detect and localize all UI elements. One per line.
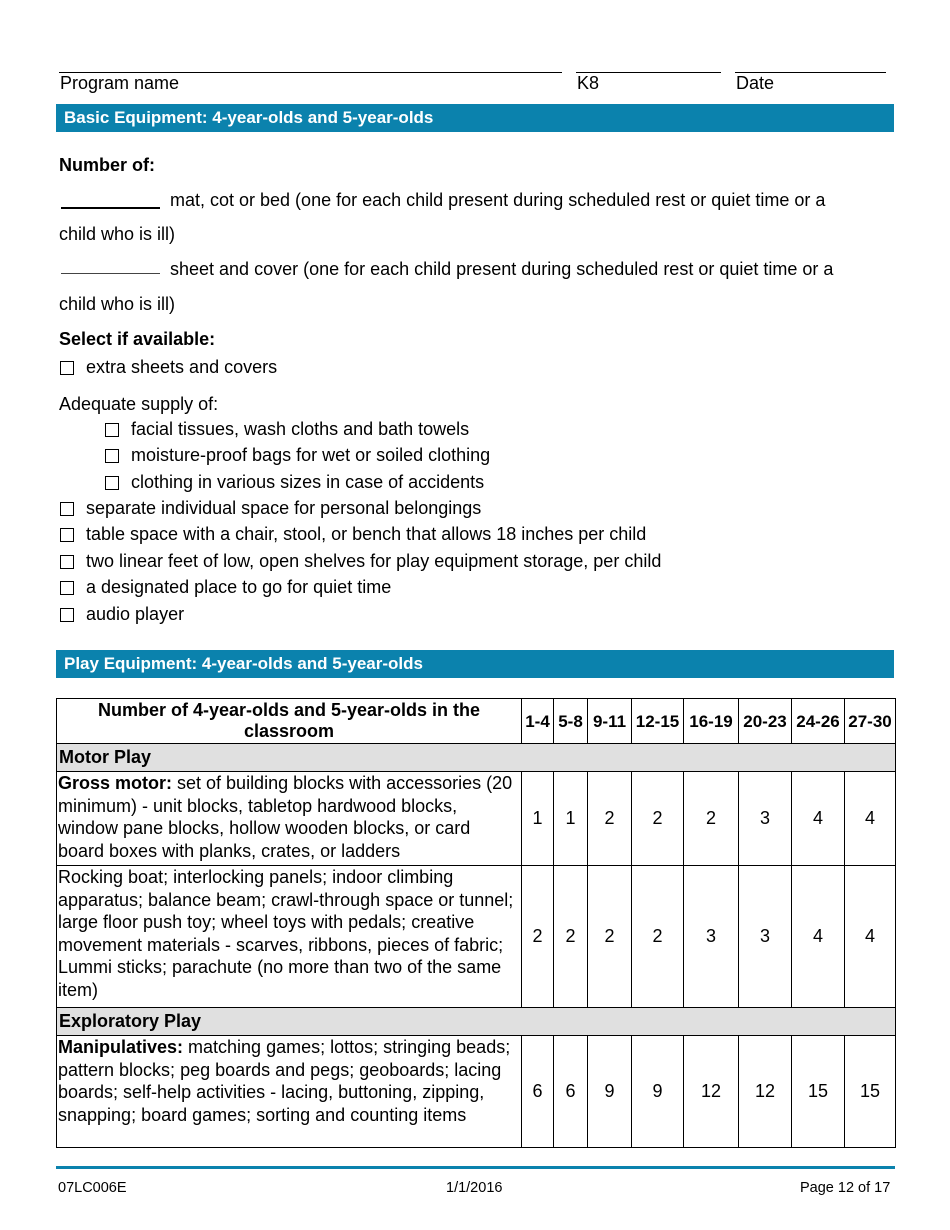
row-description bbox=[57, 772, 522, 866]
option-label: two linear feet of low, open shelves for play equipment storage, per child bbox=[86, 551, 662, 571]
supply-option-tissues[interactable] bbox=[105, 419, 469, 440]
row-value: 4 bbox=[792, 772, 845, 866]
checkbox[interactable] bbox=[60, 608, 74, 622]
row-value: 6 bbox=[522, 1036, 554, 1148]
checkbox[interactable] bbox=[60, 555, 74, 569]
option-shelves[interactable] bbox=[60, 551, 661, 572]
row-value: 15 bbox=[792, 1036, 845, 1148]
row-value: 4 bbox=[845, 772, 896, 866]
row-value: 3 bbox=[684, 866, 739, 1008]
row-value: 9 bbox=[632, 1036, 684, 1148]
row-value: 2 bbox=[632, 772, 684, 866]
supply-option-clothing[interactable] bbox=[105, 472, 484, 493]
option-label: extra sheets and covers bbox=[86, 357, 278, 377]
row-value: 2 bbox=[588, 772, 632, 866]
row-value: 3 bbox=[739, 772, 792, 866]
checkbox[interactable] bbox=[60, 361, 74, 375]
section-motor-play: Motor Play bbox=[57, 744, 896, 772]
row-description: Rocking boat; interlocking panels; indoor climbing apparatus; balance beam; crawl-through space or tunnel; large floor push toy; wheel toys with pedals; creative movement materials - scarves, ribbons, pieces of fabric; Lummi sticks; parachute (no more than two of the same item) bbox=[57, 866, 522, 1008]
row-label: Manipulatives: bbox=[58, 1037, 184, 1057]
checkbox[interactable] bbox=[105, 423, 119, 437]
mat-item-line1: mat, cot or bed (one for each child present during scheduled rest or quiet time or a bbox=[170, 190, 826, 210]
mat-count-blank[interactable] bbox=[61, 207, 160, 209]
row-value: 4 bbox=[792, 866, 845, 1008]
option-audio-player[interactable] bbox=[60, 604, 184, 625]
sheet-count-blank[interactable] bbox=[61, 273, 160, 274]
play-equipment-table bbox=[56, 698, 896, 1148]
option-quiet-place[interactable] bbox=[60, 577, 391, 598]
checkbox[interactable] bbox=[60, 502, 74, 516]
option-label: a designated place to go for quiet time bbox=[86, 577, 392, 597]
header-range: 16-19 bbox=[684, 699, 739, 744]
header-range: 1-4 bbox=[522, 699, 554, 744]
row-value: 2 bbox=[588, 866, 632, 1008]
row-text: matching games; lottos; stringing beads; pattern blocks; peg boards and pegs; geoboards; lacing boards; self-help activities - lacing, buttoning, zipping, snapping; board games; sorting and counting items bbox=[58, 1037, 511, 1125]
section-exploratory-play: Exploratory Play bbox=[57, 1008, 896, 1036]
checkbox[interactable] bbox=[105, 449, 119, 463]
footer-form-id: 07LC006E bbox=[58, 1180, 127, 1196]
option-table-space[interactable] bbox=[60, 524, 646, 545]
row-value: 9 bbox=[588, 1036, 632, 1148]
row-value: 12 bbox=[684, 1036, 739, 1148]
header-description: Number of 4-year-olds and 5-year-olds in the classroom bbox=[57, 699, 522, 744]
row-value: 15 bbox=[845, 1036, 896, 1148]
number-of-heading: Number of: bbox=[59, 155, 155, 175]
play-equipment-heading: Play Equipment: 4-year-olds and 5-year-olds bbox=[56, 650, 894, 678]
supply-option-bags[interactable] bbox=[105, 445, 490, 466]
mat-item-line2: child who is ill) bbox=[59, 224, 176, 244]
footer-date: 1/1/2016 bbox=[446, 1180, 503, 1196]
header-range: 27-30 bbox=[845, 699, 896, 744]
row-value: 1 bbox=[522, 772, 554, 866]
checkbox[interactable] bbox=[105, 476, 119, 490]
row-value: 2 bbox=[554, 866, 588, 1008]
option-label: clothing in various sizes in case of accidents bbox=[131, 472, 485, 492]
footer-page-number: Page 12 of 17 bbox=[800, 1180, 891, 1196]
row-value: 6 bbox=[554, 1036, 588, 1148]
row-label: Gross motor: bbox=[58, 773, 173, 793]
table-row bbox=[57, 772, 896, 866]
section-row bbox=[57, 744, 896, 772]
table-row bbox=[57, 866, 896, 1008]
extra-sheets-option[interactable] bbox=[60, 357, 277, 378]
header-range: 20-23 bbox=[739, 699, 792, 744]
sheet-item-line2: child who is ill) bbox=[59, 294, 176, 314]
basic-equipment-heading: Basic Equipment: 4-year-olds and 5-year-olds bbox=[56, 104, 894, 132]
header-range: 12-15 bbox=[632, 699, 684, 744]
table-header-row bbox=[57, 699, 896, 744]
row-value: 2 bbox=[684, 772, 739, 866]
row-value: 4 bbox=[845, 866, 896, 1008]
option-label: audio player bbox=[86, 604, 185, 624]
row-value: 2 bbox=[522, 866, 554, 1008]
footer-rule bbox=[56, 1166, 895, 1169]
table-row bbox=[57, 1036, 896, 1148]
row-value: 12 bbox=[739, 1036, 792, 1148]
sheet-item-line1: sheet and cover (one for each child present during scheduled rest or quiet time or a bbox=[170, 259, 834, 279]
row-value: 3 bbox=[739, 866, 792, 1008]
select-if-available-heading: Select if available: bbox=[59, 329, 216, 349]
row-text: set of building blocks with accessories (20 minimum) - unit blocks, tabletop hardwood blocks, window pane blocks, hollow wooden blocks, or card board boxes with planks, crates, or ladders bbox=[58, 773, 513, 861]
option-label: table space with a chair, stool, or bench that allows 18 inches per child bbox=[86, 524, 647, 544]
checkbox[interactable] bbox=[60, 581, 74, 595]
adequate-supply-label: Adequate supply of: bbox=[59, 394, 219, 414]
option-label: separate individual space for personal belongings bbox=[86, 498, 482, 518]
k8-label[interactable]: K8 bbox=[577, 73, 600, 93]
header-range: 9-11 bbox=[588, 699, 632, 744]
row-description bbox=[57, 1036, 522, 1148]
row-value: 1 bbox=[554, 772, 588, 866]
date-label[interactable]: Date bbox=[736, 73, 775, 93]
row-value: 2 bbox=[632, 866, 684, 1008]
checkbox[interactable] bbox=[60, 528, 74, 542]
option-label: facial tissues, wash cloths and bath towels bbox=[131, 419, 470, 439]
section-row bbox=[57, 1008, 896, 1036]
header-range: 5-8 bbox=[554, 699, 588, 744]
header-range: 24-26 bbox=[792, 699, 845, 744]
option-personal-space[interactable] bbox=[60, 498, 481, 519]
program-name-label[interactable]: Program name bbox=[60, 73, 180, 93]
option-label: moisture-proof bags for wet or soiled clothing bbox=[131, 445, 491, 465]
